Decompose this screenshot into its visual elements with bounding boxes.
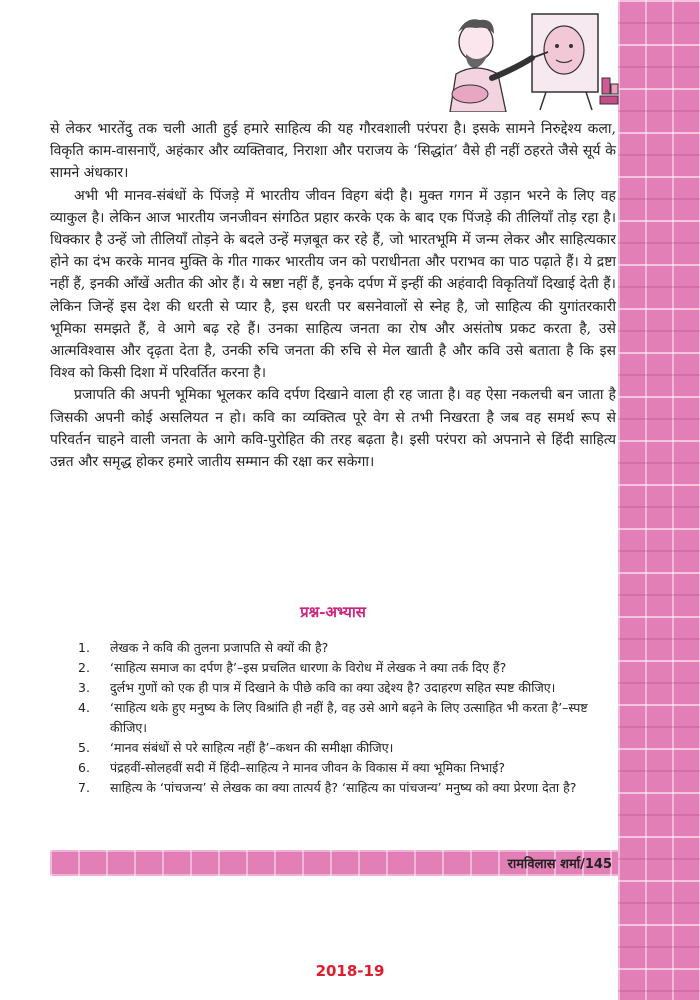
list-item [78,678,598,698]
list-item [78,658,598,678]
body-text [50,118,616,473]
question-text: साहित्य के ‘पांचजन्य’ से लेखक का क्या तात्पर्य है? ‘साहित्य का पांचजन्य’ मनुष्य को क्या प्रेरणा देता है? [110,780,577,795]
painter-illustration [436,8,620,112]
list-item [78,758,598,778]
question-number: 5. [78,740,90,755]
author-page-number: रामविलास शर्मा/145 [507,857,612,872]
question-text: पंद्रहवीं-सोलहवीं सदी में हिंदी–साहित्य ने मानव जीवन के विकास में क्या भूमिका निभाई? [110,760,505,775]
question-number: 1. [78,640,90,655]
list-item [78,738,598,758]
decorative-brick-margin [618,0,700,1000]
question-text: ‘साहित्य थके हुए मनुष्य के लिए विश्रांति ही नहीं है, वह उसे आगे बढ़ने के लिए उत्साहित भी करता है’–स्पष्ट कीजिए। [110,700,588,735]
paragraph: अभी भी मानव-संबंधों के पिंजड़े में भारतीय जीवन विहग बंदी है। मुक्त गगन में उड़ान भरने के लिए वह व्याकुल है। लेकिन आज भारतीय जनजीवन संगठित प्रहार करके एक के बाद एक पिंजड़े की तीलियाँ तोड़ रहा है। धिक्कार है उन्हें जो तीलियाँ तोड़ने के बदले उन्हें मज़बूत कर रहे हैं, जो भारतभूमि में जन्म लेकर और साहित्यकार होने का दंभ करके मानव मुक्ति के गीत गाकर भारतीय जन को पराधीनता और पराभव का पाठ पढ़ाते हैं। ये द्रष्टा नहीं हैं, इनकी आँखें अतीत की ओर हैं। ये स्रष्टा नहीं हैं, इनके दर्पण में इन्हीं की अहंवादी विकृतियाँ दिखाई देती हैं। लेकिन जिन्हें इस देश की धरती से प्यार है, इस धरती पर बसनेवालों से स्नेह है, जो साहित्य की युगांतरकारी भूमिका समझते हैं, वे आगे बढ़ रहे हैं। उनका साहित्य जनता का रोष और असंतोष प्रकट करता है, उसे आत्मविश्वास और दृढ़ता देता है, उनकी रुचि जनता की रुचि से मेल खाती है और कवि उसे बताता है कि इस विश्व को किसी दिशा में परिवर्तित करना है। [50,187,616,382]
list-item [78,638,598,658]
question-text: लेखक ने कवि की तुलना प्रजापति से क्यों की है? [110,640,329,655]
edition-year: 2018-19 [315,962,385,980]
question-number: 4. [78,700,90,715]
paragraph: प्रजापति की अपनी भूमिका भूलकर कवि दर्पण दिखाने वाला ही रह जाता है। वह ऐसा नकलची बन जाता है जिसकी अपनी कोई असलियत न हो। कवि का व्यक्तित्व पूरे वेग से तभी निखरता है जब वह समर्थ रूप से परिवर्तन चाहने वाली जनता के आगे कवि-पुरोहित की तरह बढ़ता है। इसी परंपरा को अपनाने से हिंदी साहित्य उन्नत और समृद्ध होकर हमारे जातीय सम्मान की रक्षा कर सकेगा। [50,387,616,471]
exercise-heading: प्रश्न-अभ्यास [300,603,366,621]
question-number: 6. [78,760,90,775]
question-text: ‘मानव संबंधों से परे साहित्य नहीं है’–कथन की समीक्षा कीजिए। [110,740,394,755]
paragraph: से लेकर भारतेंदु तक चली आती हुई हमारे साहित्य की यह गौरवशाली परंपरा है। इसके सामने निरुद्देश्य कला, विकृति काम-वासनाएँ, अहंकार और व्यक्तिवाद, निराशा और पराजय के ‘सिद्धांत’ वैसे ही नहीं ठहरते जैसे सूर्य के सामने अंधकार। [50,121,616,182]
question-number: 7. [78,780,90,795]
question-list [78,638,598,798]
list-item [78,778,598,798]
question-text: ‘साहित्य समाज का दर्पण है’–इस प्रचलित धारणा के विरोध में लेखक ने क्या तर्क दिए हैं? [110,660,507,675]
question-number: 2. [78,660,90,675]
list-item [78,698,598,738]
question-text: दुर्लभ गुणों को एक ही पात्र में दिखाने के पीछे कवि का क्या उद्देश्य है? उदाहरण सहित स्पष्ट कीजिए। [110,680,556,695]
footer-band [50,850,618,876]
question-number: 3. [78,680,90,695]
